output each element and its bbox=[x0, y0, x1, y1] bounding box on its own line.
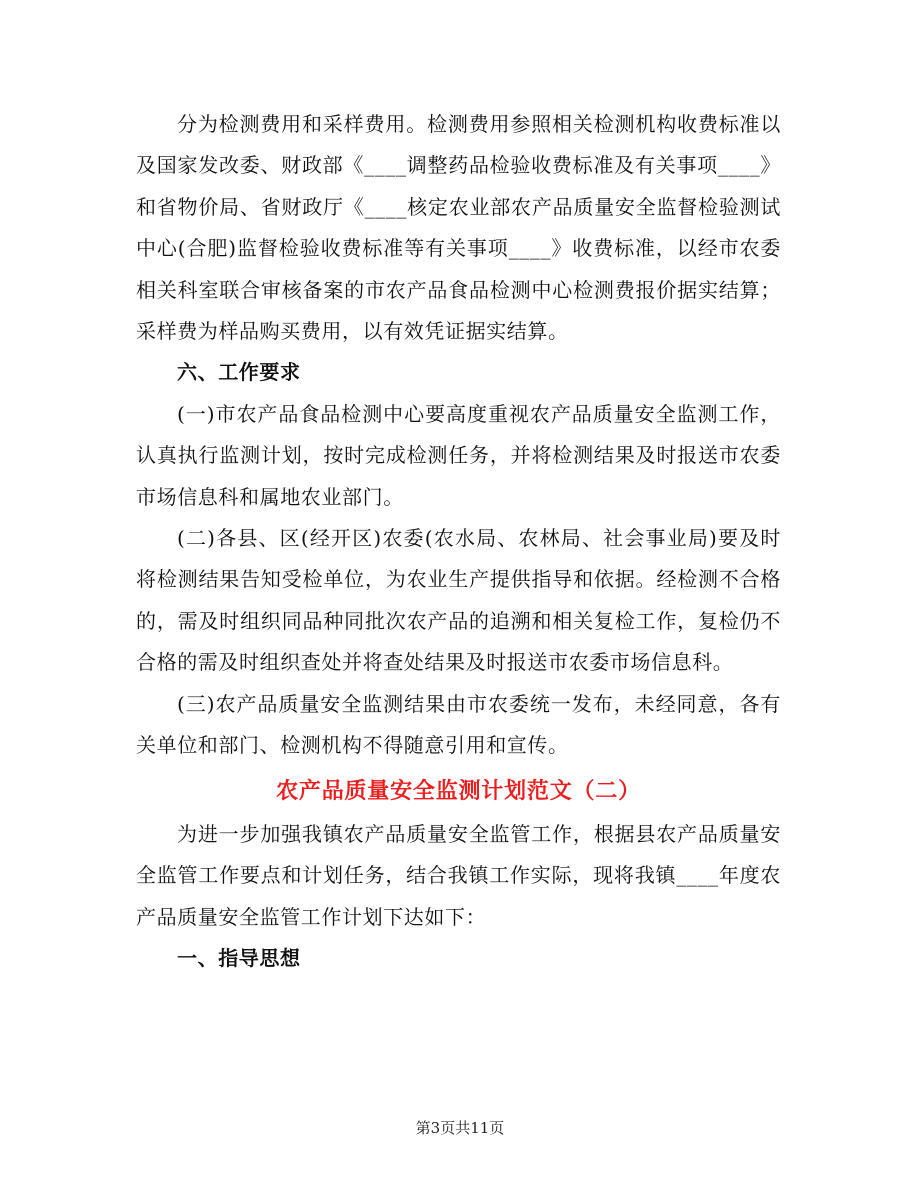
section-heading-work-requirements: 六、工作要求 bbox=[177, 360, 301, 385]
intro-paragraph: 为进一步加强我镇农产品质量安全监管工作，根据县农产品质量安全监管工作要点和计划任务，结合我镇工作实际，现将我镇____年度农产品质量安全监管工作计划下达如下： bbox=[136, 821, 781, 929]
page-number-footer: 第3页共11页 bbox=[415, 1119, 505, 1137]
document-body bbox=[136, 104, 781, 980]
section-heading-guiding-ideology: 一、指导思想 bbox=[177, 946, 301, 971]
requirement-item-3: (三)农产品质量安全监测结果由市农委统一发布，未经同意，各有关单位和部门、检测机构不得随意引用和宣传。 bbox=[136, 691, 781, 758]
requirement-item-2: (二)各县、区(经开区)农委(农水局、农林局、社会事业局)要及时将检测结果告知受检单位，为农业生产提供指导和依据。经检测不合格的，需及时组织同品种同批次农产品的追溯和相关复检工作，复检仍不合格的需及时组织查处并将查处结果及时报送市农委市场信息科。 bbox=[136, 526, 781, 675]
paragraph-fees: 分为检测费用和采样费用。检测费用参照相关检测机构收费标准以及国家发改委、财政部《____调整药品检验收费标准及有关事项____》和省物价局、省财政厅《____核定农业部农产品质量安全监督检验测试中心(合肥)监督检验收费标准等有关事项____》收费标准，以经市农委相关科室联合审核备案的市农产品食品检测中心检测费报价据实结算；采样费为样品购买费用，以有效凭证据实结算。 bbox=[136, 112, 781, 344]
document-title-part-two: 农产品质量安全监测计划范文（二） bbox=[276, 777, 641, 804]
requirement-item-1: (一)市农产品食品检测中心要高度重视农产品质量安全监测工作，认真执行监测计划，按时完成检测任务，并将检测结果及时报送市农委市场信息科和属地农业部门。 bbox=[136, 401, 781, 509]
